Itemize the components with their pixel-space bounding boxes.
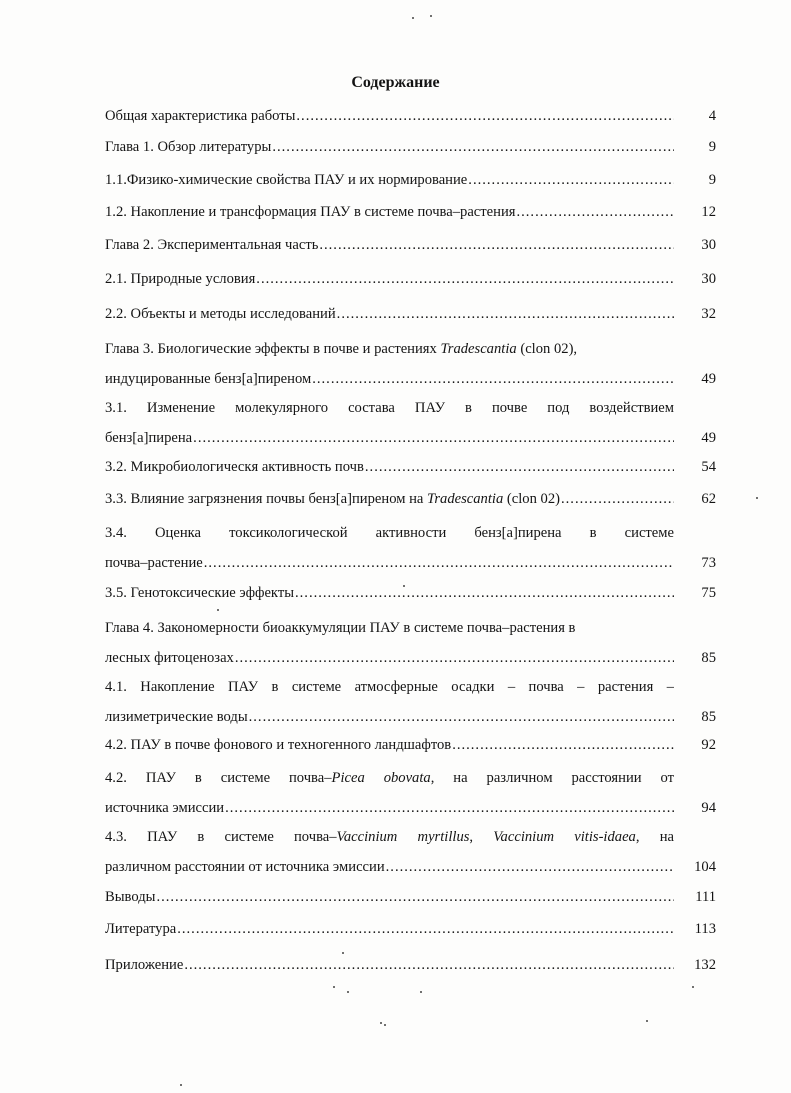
scan-speck (342, 952, 344, 954)
toc-page-number: 9 (708, 172, 716, 188)
dot-leader (468, 170, 674, 190)
toc-entry-text: Глава 3. Биологические эффекты в почве и растениях Tradescantia (clon 02), (105, 341, 578, 357)
toc-entry-text: почва–растение (105, 555, 203, 571)
toc-entry-line (105, 919, 674, 939)
toc-page-number: 111 (695, 889, 716, 905)
toc-page-number: 32 (701, 306, 716, 322)
toc-entry-text: 1.1.Физико-химические свойства ПАУ и их нормирование (105, 172, 468, 188)
toc-entry-text: Глава 2. Экспериментальная часть (105, 237, 319, 253)
dot-leader (312, 369, 674, 389)
toc-entry-text: лесных фитоценозах (105, 650, 234, 666)
toc-page-number: 113 (694, 921, 716, 937)
toc-page-number: 30 (701, 271, 716, 287)
toc-entry-line (105, 618, 674, 638)
toc-page-number: 132 (694, 957, 716, 973)
toc-page-number: 12 (701, 204, 716, 220)
toc-page-number: 49 (701, 371, 716, 387)
toc-entry-line (105, 887, 674, 907)
toc-entry-text: Литература (105, 921, 177, 937)
toc-entry-text: 2.1. Природные условия (105, 271, 256, 287)
toc-entry-text: 3.1. Изменение молекулярного состава ПАУ в почве под воздействием (105, 400, 674, 416)
toc-page-number: 73 (701, 555, 716, 571)
dot-leader (295, 583, 674, 603)
toc-entry-line (105, 106, 674, 126)
toc-entry-line (105, 857, 674, 877)
toc-entry-line (105, 457, 674, 477)
toc-entry-line (105, 428, 674, 448)
dot-leader (204, 553, 674, 573)
toc-entry-text: 4.2. ПАУ в системе почва–Picea obovata, на различном расстоянии от (105, 770, 674, 786)
scan-speck (180, 1084, 182, 1086)
scan-speck (692, 986, 694, 988)
scan-speck (217, 609, 219, 611)
scan-speck (756, 497, 758, 499)
dot-leader (386, 857, 674, 877)
toc-entry-text: 4.2. ПАУ в почве фонового и техногенного ландшафтов (105, 737, 452, 753)
toc-entry-line (105, 339, 674, 359)
scan-speck (347, 991, 349, 993)
scan-speck (403, 585, 405, 587)
toc-entry-line (105, 489, 674, 509)
toc-entry-text: индуцированные бенз[a]пиреном (105, 371, 312, 387)
toc-page-number: 92 (701, 737, 716, 753)
scan-speck (646, 1020, 648, 1022)
toc-entry-text: 4.1. Накопление ПАУ в системе атмосферные осадки – почва – растения – (105, 679, 674, 695)
toc-entry-text: 3.3. Влияние загрязнения почвы бенз[a]пиреном на Tradescantia (clon 02) (105, 491, 560, 507)
toc-page-number: 30 (701, 237, 716, 253)
toc-page-number: 85 (701, 709, 716, 725)
toc-entry-line (105, 583, 674, 603)
toc-entry-text: источника эмиссии (105, 800, 225, 816)
dot-leader (249, 707, 674, 727)
toc-page-number: 4 (708, 108, 716, 124)
toc-entry-text: 3.5. Генотоксические эффекты (105, 585, 294, 601)
dot-leader (296, 106, 674, 126)
dot-leader (177, 919, 674, 939)
toc-entry-line (105, 523, 674, 543)
toc-page-number: 94 (701, 800, 716, 816)
toc-entry-line (105, 798, 674, 818)
toc-entry-text: Общая характеристика работы (105, 108, 296, 124)
dot-leader (225, 798, 674, 818)
toc-entry-text: различном расстоянии от источника эмиссии (105, 859, 385, 875)
toc-entry-line (105, 398, 674, 418)
dot-leader (365, 457, 674, 477)
toc-entry-text: Приложение (105, 957, 184, 973)
toc-entry-line (105, 677, 674, 697)
toc-page-number: 54 (701, 459, 716, 475)
toc-entry-line (105, 202, 674, 222)
dot-leader (319, 235, 674, 255)
toc-entry-line (105, 707, 674, 727)
toc-entry-line (105, 137, 674, 157)
toc-entry-text: Глава 4. Закономерности биоаккумуляции ПАУ в системе почва–растения в (105, 620, 576, 636)
toc-page-number: 62 (701, 491, 716, 507)
scan-speck (384, 1024, 386, 1026)
dot-leader (184, 955, 674, 975)
toc-entry-line (105, 369, 674, 389)
toc-entry-line (105, 170, 674, 190)
toc-entry-text: 1.2. Накопление и трансформация ПАУ в системе почва–растения (105, 204, 516, 220)
toc-entry-text: 2.2. Объекты и методы исследований (105, 306, 336, 322)
scan-speck (430, 15, 432, 17)
toc-entry-line (105, 235, 674, 255)
dot-leader (156, 887, 674, 907)
toc-entry-line (105, 269, 674, 289)
toc-entry-line (105, 304, 674, 324)
toc-entry-text: Выводы (105, 889, 156, 905)
toc-page-number: 75 (701, 585, 716, 601)
dot-leader (516, 202, 674, 222)
toc-entry-text: Глава 1. Обзор литературы (105, 139, 272, 155)
toc-entry-text: 3.4. Оценка токсикологической активности бенз[a]пирена в системе (105, 525, 674, 541)
toc-page-number: 49 (701, 430, 716, 446)
toc-entry-line (105, 735, 674, 755)
dot-leader (193, 428, 674, 448)
toc-entry-text: 4.3. ПАУ в системе почва–Vaccinium myrtillus, Vaccinium vitis-idaea, на (105, 829, 674, 845)
scan-speck (333, 986, 335, 988)
toc-page-number: 104 (694, 859, 716, 875)
dot-leader (561, 489, 674, 509)
dot-leader (272, 137, 674, 157)
scan-speck (412, 17, 414, 19)
toc-entry-line (105, 553, 674, 573)
dot-leader (337, 304, 674, 324)
toc-entry-line (105, 827, 674, 847)
toc-entry-line (105, 768, 674, 788)
toc-entry-text: лизиметрические воды (105, 709, 248, 725)
dot-leader (452, 735, 674, 755)
dot-leader (256, 269, 674, 289)
toc-entry-line (105, 648, 674, 668)
toc-entry-line (105, 955, 674, 975)
toc-page-number: 9 (708, 139, 716, 155)
toc-entry-text: бенз[a]пирена (105, 430, 193, 446)
dot-leader (235, 648, 674, 668)
scan-speck (380, 1022, 382, 1024)
toc-entry-text: 3.2. Микробиологическя активность почв (105, 459, 364, 475)
page-title: Содержание (351, 74, 440, 91)
toc-page-number: 85 (701, 650, 716, 666)
scan-speck (420, 991, 422, 993)
